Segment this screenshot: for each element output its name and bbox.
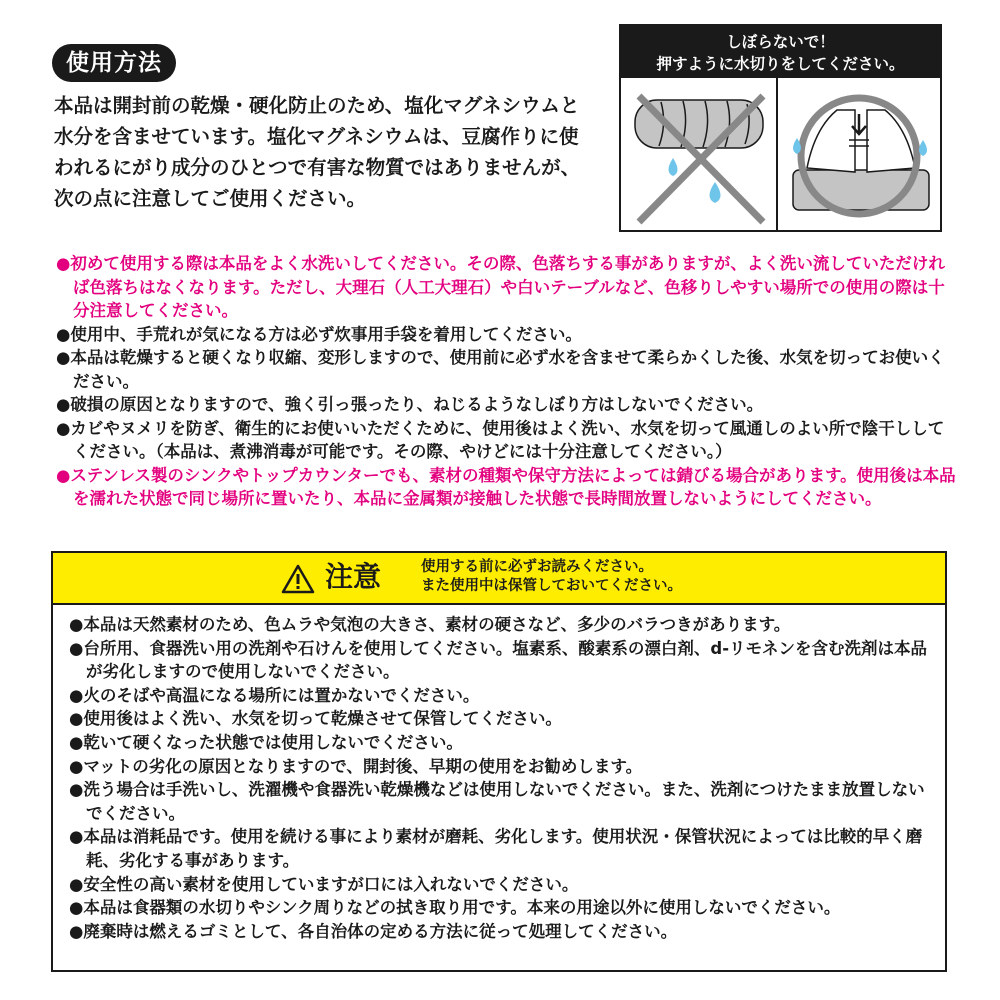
caution-item: ●本品は食器類の水切りやシンク周りなどの拭き取り用です。本来の用途以外に使用しないでください。 xyxy=(69,898,841,918)
caution-item: ●廃棄時は燃えるゴミとして、各自治体の定める方法に従って処理してください。 xyxy=(69,921,678,941)
usage-instruction-list xyxy=(56,252,956,511)
illustration-header xyxy=(621,26,940,78)
warning-triangle-icon xyxy=(281,564,315,594)
caution-subtitle-line2: また使用中は保管しておいてください。 xyxy=(421,578,682,594)
intro-paragraph: 本品は開封前の乾燥・硬化防止のため、塩化マグネシウムと水分を含ませています。塩化マグネシウムは、豆腐作りに使われるにがり成分のひとつで有害な物質ではありませんが、次の点に注意してご使用ください。 xyxy=(54,94,581,210)
caution-header xyxy=(53,553,945,605)
caution-subtitle xyxy=(421,558,682,596)
caution-item: ●マットの劣化の原因となりますので、開封後、早期の使用をお勧めします。 xyxy=(69,756,643,776)
caution-box xyxy=(51,551,947,972)
caution-item: ●安全性の高い素材を使用していますが口には入れないでください。 xyxy=(69,874,579,894)
illustration-panels xyxy=(621,78,940,230)
hands-pressing-mat-circled-icon xyxy=(793,98,929,214)
section-heading: 使用方法 xyxy=(52,44,176,82)
caution-item: ●洗う場合は手洗いし、洗濯機や食器洗い乾燥機などは使用しないでください。また、洗剤につけたまま放置しないでください。 xyxy=(69,780,925,823)
usage-item: ●ステンレス製のシンクやトップカウンターでも、素材の種類や保守方法によっては錆びる場合があります。使用後は本品を濡れた状態で同じ場所に置いたり、本品に金属類が接触した状態で長時間放置しないようにしてください。 xyxy=(56,465,956,508)
caution-item: ●本品は天然素材のため、色ムラや気泡の大きさ、素材の硬さなど、多少のバラつきがあります。 xyxy=(69,615,791,634)
caution-item-list xyxy=(69,613,939,943)
usage-item: ●カビやヌメリを防ぎ、衛生的にお使いいただくために、使用後はよく洗い、水気を切って風通しのよい所で陰干ししてください。（本品は、煮沸消毒が可能です。その際、やけどには十分注意してください。） xyxy=(56,418,945,461)
usage-item: ●使用中、手荒れが気になる方は必ず炊事用手袋を着用してください。 xyxy=(56,324,582,344)
twisted-towel-crossed-icon xyxy=(635,96,763,222)
caution-title: 注意 xyxy=(325,560,382,593)
illustration-header-line2: 押すように水切りをしてください。 xyxy=(656,55,905,73)
illustration-header-line1: しぼらないで！ xyxy=(726,33,835,51)
caution-item: ●使用後はよく洗い、水気を切って乾燥させて保管してください。 xyxy=(69,709,562,729)
usage-item: ●初めて使用する際は本品をよく水洗いしてください。その際、色落ちする事がありますが、よく洗い流していただければ色落ちはなくなります。ただし、大理石（人工大理石）や白いテーブルなど、色移りしやすい場所での使用の際は十分注意してください。 xyxy=(56,254,945,320)
usage-item: ●破損の原因となりますので、強く引っ張ったり、ねじるようなしぼり方はしないでください。 xyxy=(56,395,764,414)
usage-item: ●本品は乾燥すると硬くなり収縮、変形しますので、使用前に必ず水を含ませて柔らかくした後、水気を切ってお使いください。 xyxy=(56,348,945,391)
caution-item: ●本品は消耗品です。使用を続ける事により素材が磨耗、劣化します。使用状況・保管状況によっては比較的早く磨耗、劣化する事があります。 xyxy=(69,827,923,870)
caution-subtitle-line1: 使用する前に必ずお読みください。 xyxy=(421,559,653,575)
caution-item: ●火のそばや高温になる場所には置かないでください。 xyxy=(69,685,480,705)
caution-item: ●台所用、食器洗い用の洗剤や石けんを使用してください。塩素系、酸素系の漂白剤、d-リモネンを含む洗剤は本品が劣化しますので使用しないでください。 xyxy=(69,638,928,682)
caution-item: ●乾いて硬くなった状態では使用しないでください。 xyxy=(69,732,463,752)
squeeze-instruction-illustration xyxy=(619,24,942,232)
